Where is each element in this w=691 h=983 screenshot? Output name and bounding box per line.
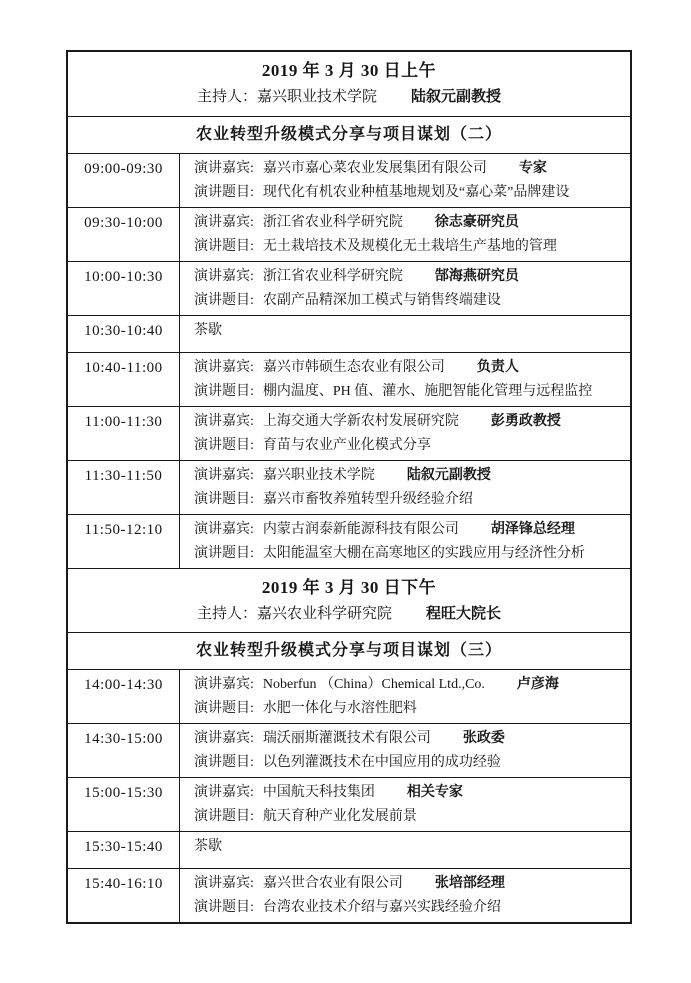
content-cell: [180, 407, 630, 460]
break-label: 茶歇: [194, 323, 222, 338]
time-cell: 10:40-11:00: [68, 353, 180, 406]
topic-line: [194, 181, 624, 205]
guest-organization: 嘉兴世合农业有限公司: [262, 876, 403, 891]
content-cell: [180, 778, 630, 831]
guest-name: 彭勇政教授: [490, 414, 561, 429]
topic-text: 太阳能温室大棚在高寒地区的实践应用与经济性分析: [262, 546, 585, 561]
topic-text: 以色列灌溉技术在中国应用的成功经验: [262, 755, 501, 770]
guest-label: 演讲嘉宾:: [194, 468, 254, 483]
guest-organization: 嘉兴市嘉心菜农业发展集团有限公司: [262, 161, 487, 176]
content-cell: [180, 353, 630, 406]
guest-organization: 上海交通大学新农村发展研究院: [262, 414, 459, 429]
time-cell: 14:30-15:00: [68, 724, 180, 777]
guest-label: 演讲嘉宾:: [194, 876, 254, 891]
guest-organization: 浙江省农业科学研究院: [262, 215, 403, 230]
schedule-row: [68, 153, 630, 207]
topic-line: [194, 896, 624, 920]
schedule-row: [68, 723, 630, 777]
guest-line: [194, 211, 624, 235]
guest-line: [194, 673, 624, 697]
schedule-row: [68, 460, 630, 514]
host-name: 陆叙元副教授: [411, 89, 502, 105]
guest-organization: 嘉兴职业技术学院: [262, 468, 375, 483]
schedule-row: [68, 831, 630, 868]
session-section-title: 农业转型升级模式分享与项目谋划（三）: [68, 632, 630, 669]
schedule-row: [68, 315, 630, 352]
host-label: 主持人：: [196, 606, 257, 622]
guest-name: 陆叙元副教授: [406, 468, 491, 483]
guest-name: 卢彦海: [516, 677, 559, 692]
guest-name: 张政委: [462, 731, 505, 746]
content-cell: [180, 869, 630, 922]
guest-label: 演讲嘉宾:: [194, 269, 254, 284]
topic-line: [194, 805, 624, 829]
content-cell: [180, 154, 630, 207]
topic-label: 演讲题目:: [194, 755, 254, 770]
topic-label: 演讲题目:: [194, 239, 254, 254]
topic-text: 现代化有机农业种植基地规划及“嘉心菜”品牌建设: [262, 185, 570, 200]
guest-organization: Noberfun （China）Chemical Ltd.,Co.: [262, 677, 485, 692]
topic-label: 演讲题目:: [194, 438, 254, 453]
topic-text: 台湾农业技术介绍与嘉兴实践经验介绍: [262, 900, 501, 915]
topic-label: 演讲题目:: [194, 809, 254, 824]
guest-name: 徐志豪研究员: [434, 215, 519, 230]
topic-text: 育苗与农业产业化模式分享: [262, 438, 431, 453]
session-host-line: [68, 603, 630, 625]
topic-line: [194, 697, 624, 721]
topic-label: 演讲题目:: [194, 546, 254, 561]
guest-name: 胡泽锋总经理: [490, 522, 575, 537]
guest-label: 演讲嘉宾:: [194, 414, 254, 429]
session-header: [68, 52, 630, 116]
guest-organization: 中国航天科技集团: [262, 785, 375, 800]
break-label: 茶歇: [194, 839, 222, 854]
topic-line: [194, 488, 624, 512]
topic-text: 嘉兴市畜牧养殖转型升级经验介绍: [262, 492, 473, 507]
topic-text: 农副产品精深加工模式与销售终端建设: [262, 293, 501, 308]
host-label: 主持人：: [196, 89, 257, 105]
time-cell: 11:50-12:10: [68, 515, 180, 568]
content-cell: [180, 262, 630, 315]
session-header: [68, 568, 630, 632]
guest-line: [194, 410, 624, 434]
topic-line: [194, 235, 624, 259]
guest-label: 演讲嘉宾:: [194, 522, 254, 537]
guest-label: 演讲嘉宾:: [194, 785, 254, 800]
host-organization: 嘉兴农业科学研究院: [256, 606, 392, 622]
time-cell: 09:30-10:00: [68, 208, 180, 261]
time-cell: 10:00-10:30: [68, 262, 180, 315]
content-cell: [180, 724, 630, 777]
guest-label: 演讲嘉宾:: [194, 677, 254, 692]
guest-organization: 瑞沃丽斯灌溉技术有限公司: [262, 731, 431, 746]
guest-name: 郜海燕研究员: [434, 269, 519, 284]
schedule-table: [66, 50, 632, 924]
schedule-row: [68, 352, 630, 406]
schedule-row: [68, 514, 630, 568]
time-cell: 15:40-16:10: [68, 869, 180, 922]
topic-line: [194, 434, 624, 458]
time-cell: 15:30-15:40: [68, 832, 180, 868]
session-date-title: 2019 年 3 月 30 日上午: [261, 61, 437, 80]
guest-line: [194, 157, 624, 181]
guest-label: 演讲嘉宾:: [194, 731, 254, 746]
guest-name: 负责人: [476, 360, 519, 375]
schedule-row: [68, 868, 630, 922]
topic-label: 演讲题目:: [194, 900, 254, 915]
topic-line: [194, 289, 624, 313]
topic-line: [194, 751, 624, 775]
topic-line: [194, 542, 624, 566]
topic-label: 演讲题目:: [194, 384, 254, 399]
content-cell: [180, 670, 630, 723]
topic-label: 演讲题目:: [194, 185, 254, 200]
content-cell: [180, 832, 630, 868]
time-cell: 10:30-10:40: [68, 316, 180, 352]
guest-line: [194, 781, 624, 805]
guest-line: [194, 518, 624, 542]
schedule-row: [68, 207, 630, 261]
time-cell: 09:00-09:30: [68, 154, 180, 207]
topic-text: 无土栽培技术及规模化无土栽培生产基地的管理: [262, 239, 557, 254]
topic-label: 演讲题目:: [194, 293, 254, 308]
content-cell: [180, 316, 630, 352]
guest-organization: 内蒙古润泰新能源科技有限公司: [262, 522, 459, 537]
topic-text: 航天育种产业化发展前景: [262, 809, 417, 824]
session-date-title: 2019 年 3 月 30 日下午: [261, 578, 437, 597]
guest-label: 演讲嘉宾:: [194, 360, 254, 375]
guest-name: 张培部经理: [434, 876, 505, 891]
host-organization: 嘉兴职业技术学院: [256, 89, 377, 105]
content-cell: [180, 515, 630, 568]
guest-name: 专家: [518, 161, 547, 176]
guest-label: 演讲嘉宾:: [194, 215, 254, 230]
time-cell: 14:00-14:30: [68, 670, 180, 723]
schedule-row: [68, 406, 630, 460]
time-cell: 11:00-11:30: [68, 407, 180, 460]
schedule-row: [68, 777, 630, 831]
session-section-title: 农业转型升级模式分享与项目谋划（二）: [68, 116, 630, 153]
guest-label: 演讲嘉宾:: [194, 161, 254, 176]
guest-name: 相关专家: [406, 785, 463, 800]
topic-text: 棚内温度、PH 值、灌水、施肥智能化管理与远程监控: [262, 384, 593, 399]
content-cell: [180, 208, 630, 261]
topic-label: 演讲题目:: [194, 701, 254, 716]
host-name: 程旺大院长: [426, 606, 502, 622]
session-host-line: [68, 86, 630, 108]
topic-text: 水肥一体化与水溶性肥料: [262, 701, 417, 716]
guest-organization: 浙江省农业科学研究院: [262, 269, 403, 284]
time-cell: 15:00-15:30: [68, 778, 180, 831]
guest-organization: 嘉兴市韩硕生态农业有限公司: [262, 360, 445, 375]
schedule-row: [68, 669, 630, 723]
time-cell: 11:30-11:50: [68, 461, 180, 514]
guest-line: [194, 356, 624, 380]
topic-line: [194, 380, 624, 404]
topic-label: 演讲题目:: [194, 492, 254, 507]
content-cell: [180, 461, 630, 514]
guest-line: [194, 727, 624, 751]
guest-line: [194, 464, 624, 488]
guest-line: [194, 265, 624, 289]
schedule-row: [68, 261, 630, 315]
guest-line: [194, 872, 624, 896]
